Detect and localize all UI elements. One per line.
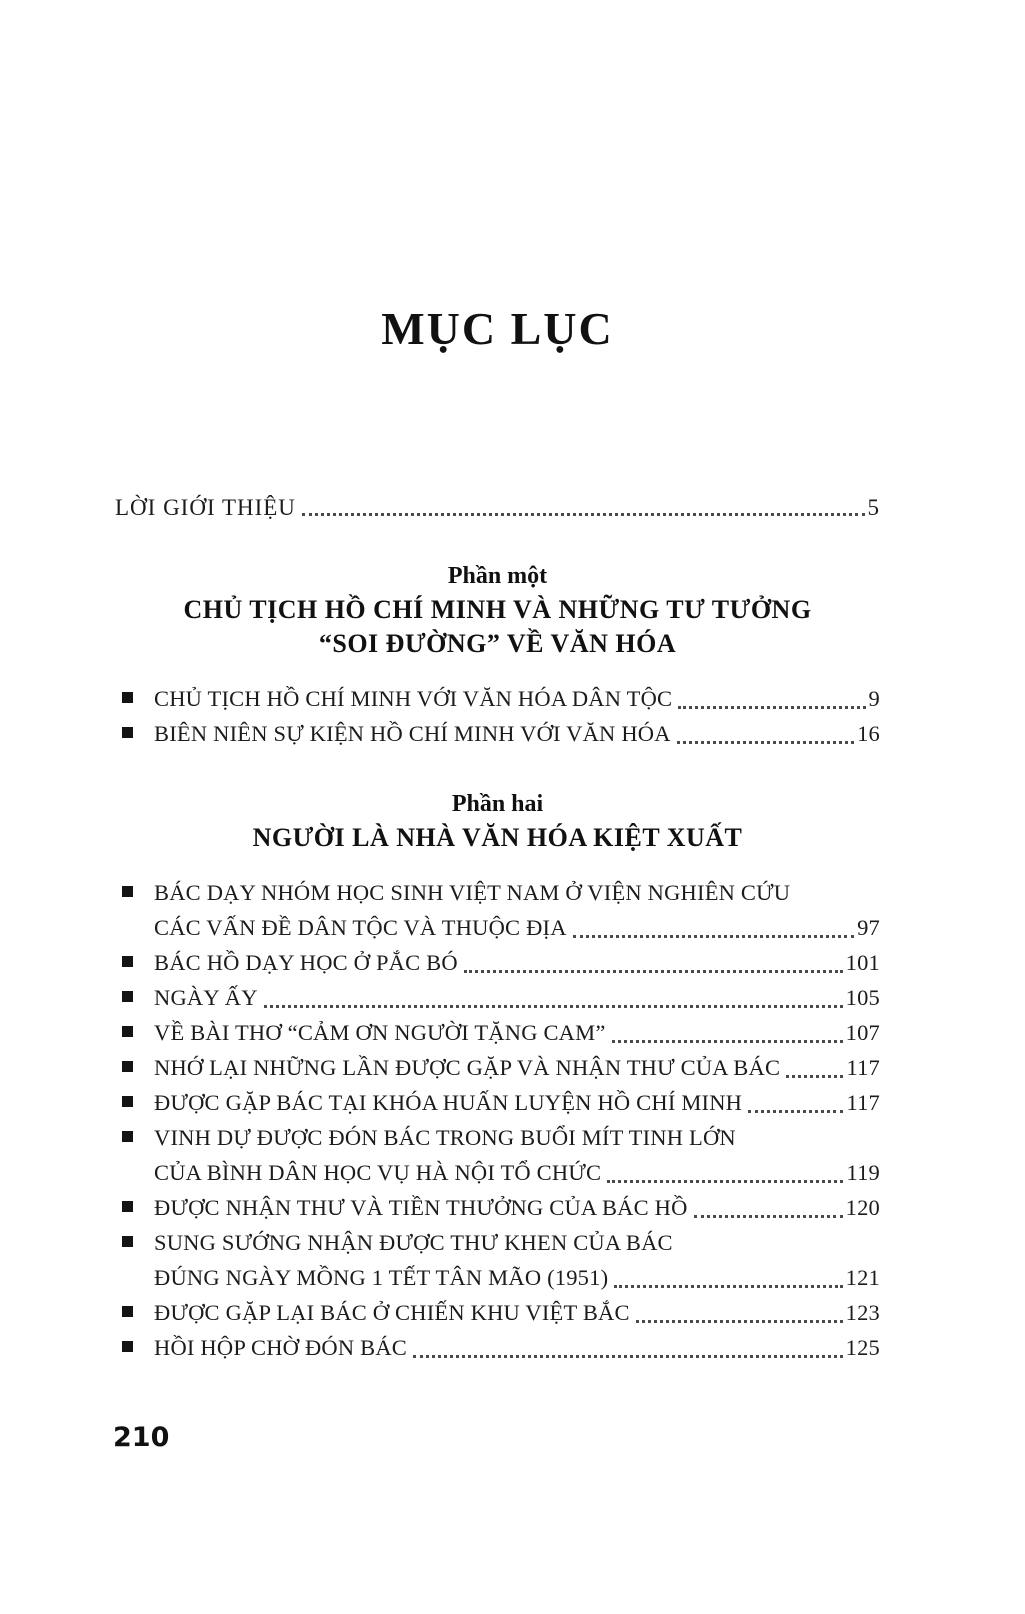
- bullet-square-icon: [122, 1341, 133, 1352]
- toc-entry-intro: [115, 493, 880, 523]
- dotted-leader: [677, 741, 854, 744]
- toc-entry: [115, 1120, 880, 1190]
- toc-entry: [115, 1295, 880, 1330]
- dotted-leader: [786, 1075, 843, 1078]
- section-two-entries: [115, 875, 880, 1365]
- toc-entry-title: BIÊN NIÊN SỰ KIỆN HỒ CHÍ MINH VỚI VĂN HÓA: [154, 721, 671, 746]
- dotted-leader: [612, 1040, 843, 1043]
- dotted-leader: [302, 513, 865, 516]
- toc-entry-page: 107: [845, 1020, 880, 1045]
- bullet-square-icon: [122, 1026, 133, 1037]
- toc-entry: [115, 1330, 880, 1365]
- toc-entry: [115, 1050, 880, 1085]
- bullet-square-icon: [122, 886, 133, 897]
- toc-entry-page: 117: [846, 1055, 880, 1080]
- section-heading-part-two: [115, 787, 880, 855]
- toc-entry-title: HỒI HỘP CHỜ ĐÓN BÁC: [154, 1335, 407, 1360]
- bullet-square-icon: [122, 1306, 133, 1317]
- dotted-leader: [264, 1005, 843, 1008]
- part-label: Phần một: [447, 563, 548, 589]
- toc-entry: [115, 1015, 880, 1050]
- bullet-square-icon: [122, 727, 133, 738]
- toc-entry-page: 119: [846, 1160, 880, 1185]
- toc-entry-title: ĐƯỢC GẶP BÁC TẠI KHÓA HUẤN LUYỆN HỒ CHÍ MINH: [154, 1090, 743, 1115]
- toc-entry-page: 123: [845, 1300, 880, 1325]
- toc-entry-page: 101: [845, 950, 880, 975]
- section-one-entries: [115, 681, 880, 751]
- bullet-square-icon: [122, 1201, 133, 1212]
- toc-entry: [115, 716, 880, 751]
- toc-entry-page: 120: [845, 1195, 880, 1220]
- toc-entry-title: VINH DỰ ĐƯỢC ĐÓN BÁC TRONG BUỔI MÍT TINH LỚN: [154, 1125, 736, 1150]
- toc-entry: [115, 1085, 880, 1120]
- section-title-line: CHỦ TỊCH HỒ CHÍ MINH VÀ NHỮNG TƯ TƯỞNG: [183, 595, 812, 624]
- toc-entry-page: 16: [857, 721, 880, 746]
- toc-entry: [115, 681, 880, 716]
- section-title-line: NGƯỜI LÀ NHÀ VĂN HÓA KIỆT XUẤT: [252, 823, 743, 852]
- toc-entry: [115, 1225, 880, 1295]
- toc-entry-page: 121: [845, 1265, 880, 1290]
- bullet-square-icon: [122, 956, 133, 967]
- toc-entry-title: SUNG SƯỚNG NHẬN ĐƯỢC THƯ KHEN CỦA BÁC: [154, 1230, 673, 1255]
- toc-entry-title: BÁC HỒ DẠY HỌC Ở PẮC BÓ: [154, 950, 458, 975]
- dotted-leader: [607, 1180, 843, 1183]
- dotted-leader: [413, 1355, 843, 1358]
- dotted-leader: [748, 1110, 843, 1113]
- toc-entry: [115, 945, 880, 980]
- toc-entry-page: 117: [846, 1090, 880, 1115]
- dotted-leader: [636, 1320, 843, 1323]
- part-label: Phần hai: [451, 791, 544, 817]
- toc-entry-title: CHỦ TỊCH HỒ CHÍ MINH VỚI VĂN HÓA DÂN TỘC: [154, 686, 673, 711]
- bullet-square-icon: [122, 692, 133, 703]
- bullet-square-icon: [122, 1131, 133, 1142]
- toc-entry-title: ĐƯỢC NHẬN THƯ VÀ TIỀN THƯỞNG CỦA BÁC HỒ: [154, 1195, 688, 1220]
- dotted-leader: [614, 1285, 842, 1288]
- toc-entry-page: 5: [867, 495, 880, 520]
- page-title: MỤC LỤC: [381, 303, 614, 354]
- section-heading-part-one: [115, 559, 880, 661]
- toc-entry-page: 9: [868, 686, 880, 711]
- toc-entry-page: 105: [845, 985, 880, 1010]
- toc-entry-title: ĐÚNG NGÀY MỒNG 1 TẾT TÂN MÃO (1951): [154, 1265, 609, 1290]
- page-number: 210: [113, 1422, 170, 1453]
- toc-entry: [115, 1190, 880, 1225]
- toc-entry-title: NHỚ LẠI NHỮNG LẦN ĐƯỢC GẶP VÀ NHẬN THƯ CỦA BÁC: [154, 1055, 781, 1080]
- bullet-square-icon: [122, 991, 133, 1002]
- dotted-leader: [573, 935, 854, 938]
- toc-entry-page: 97: [857, 915, 880, 940]
- dotted-leader: [678, 706, 865, 709]
- toc-entry: [115, 980, 880, 1015]
- section-title-line: “SOI ĐƯỜNG” VỀ VĂN HÓA: [318, 629, 677, 658]
- toc-entry-title: CỦA BÌNH DÂN HỌC VỤ HÀ NỘI TỔ CHỨC: [154, 1160, 602, 1185]
- bullet-square-icon: [122, 1096, 133, 1107]
- dotted-leader: [694, 1215, 843, 1218]
- bullet-square-icon: [122, 1061, 133, 1072]
- dotted-leader: [464, 970, 843, 973]
- toc-entry-title: VỀ BÀI THƠ “CẢM ƠN NGƯỜI TẶNG CAM”: [154, 1020, 606, 1045]
- toc-entry-title: NGÀY ẤY: [154, 985, 258, 1010]
- bullet-square-icon: [122, 1236, 133, 1247]
- toc-entry-title: CÁC VẤN ĐỀ DÂN TỘC VÀ THUỘC ĐỊA: [154, 915, 567, 940]
- toc-entry-title: LỜI GIỚI THIỆU: [115, 495, 296, 520]
- toc-entry: [115, 875, 880, 945]
- toc-entry-title: ĐƯỢC GẶP LẠI BÁC Ở CHIẾN KHU VIỆT BẮC: [154, 1300, 630, 1325]
- toc-entry-page: 125: [845, 1335, 880, 1360]
- toc-entry-title: BÁC DẠY NHÓM HỌC SINH VIỆT NAM Ở VIỆN NGHIÊN CỨU: [154, 880, 791, 905]
